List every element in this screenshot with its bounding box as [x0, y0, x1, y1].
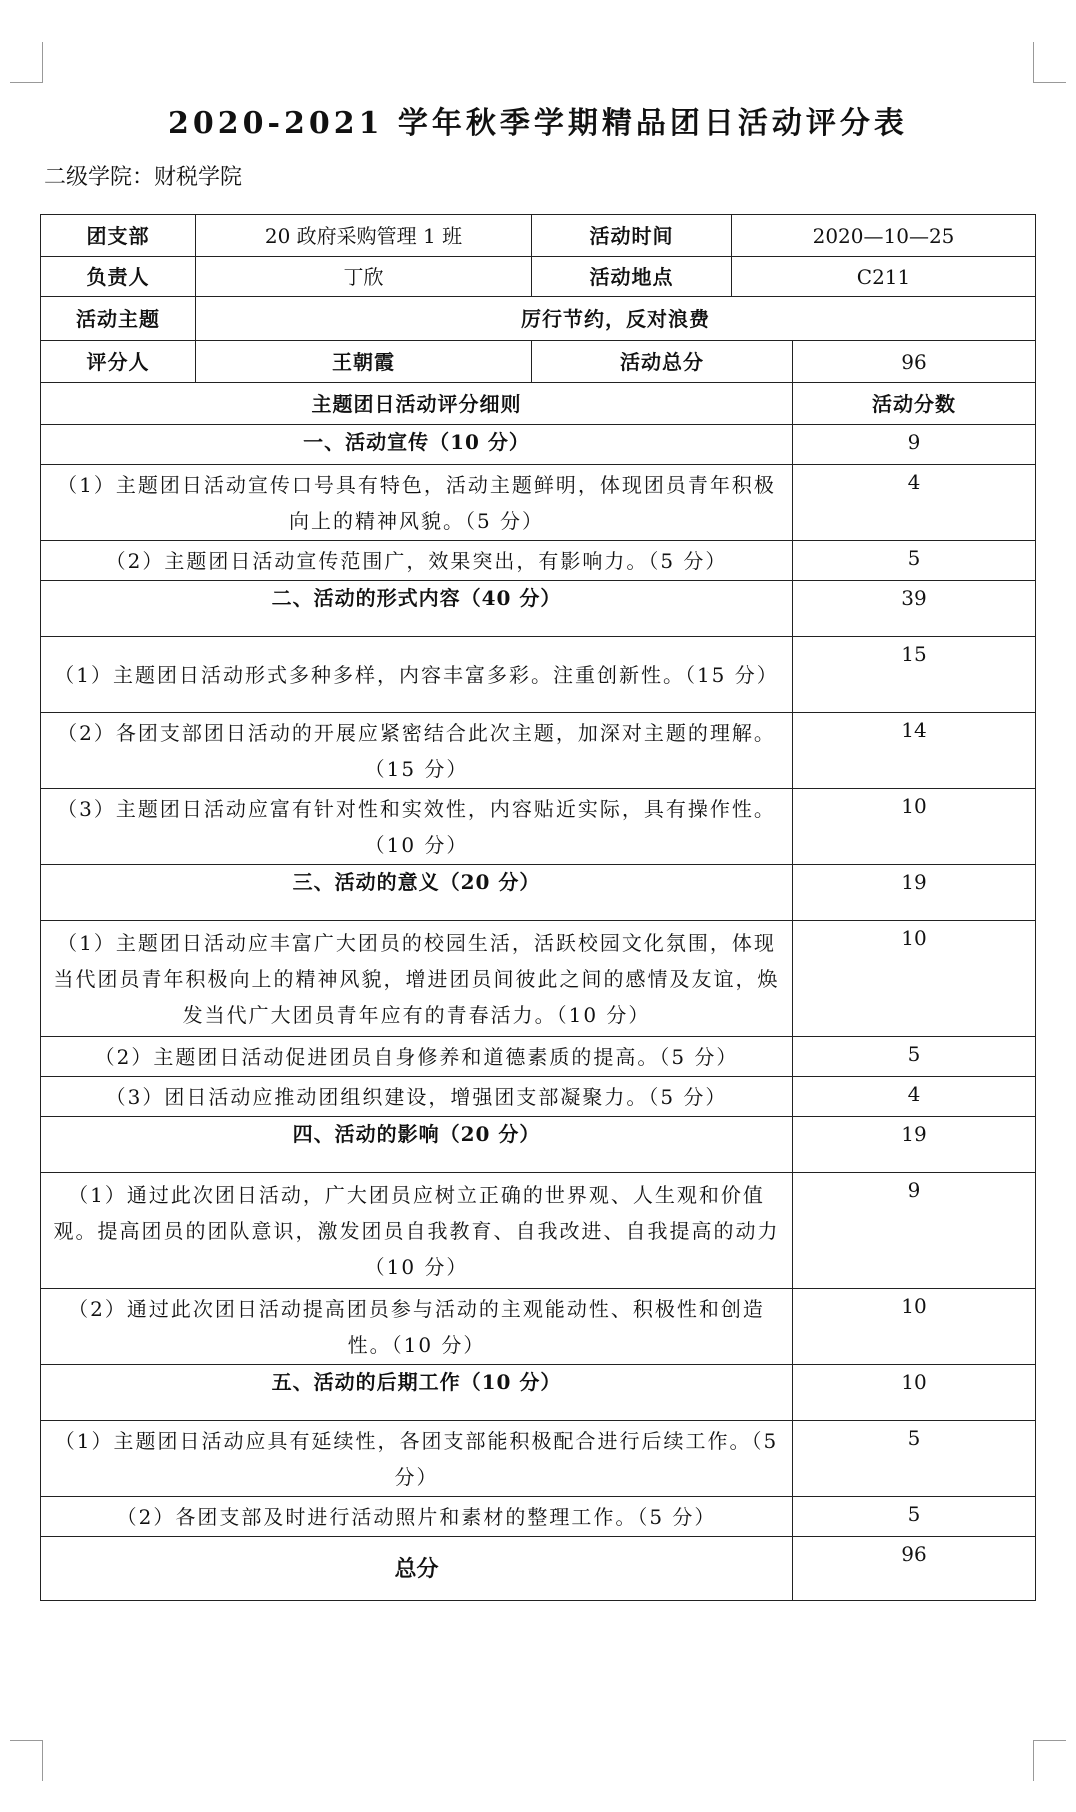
criterion-score: 5	[793, 1497, 1036, 1537]
section-score: 39	[793, 581, 1036, 637]
branch-label: 团支部	[41, 215, 196, 257]
branch-value: 20 政府采购管理 1 班	[196, 215, 532, 257]
section-title: 一、活动宣传（10 分）	[41, 425, 793, 465]
criterion-text: （2）通过此次团日活动提高团员参与活动的主观能动性、积极性和创造性。（10 分）	[41, 1289, 793, 1365]
criterion-text: （2）主题团日活动促进团员自身修养和道德素质的提高。（5 分）	[41, 1037, 793, 1077]
theme-label: 活动主题	[41, 297, 196, 341]
college-label: 二级学院：财税学院	[44, 165, 243, 190]
criterion-score: 5	[793, 1421, 1036, 1497]
detail-header-row	[41, 383, 1036, 425]
criterion-text: （2）各团支部及时进行活动照片和素材的整理工作。（5 分）	[41, 1497, 793, 1537]
criterion-row	[41, 637, 1036, 713]
criterion-row	[41, 1421, 1036, 1497]
section-title: 三、活动的意义（20 分）	[41, 865, 793, 921]
criterion-text: （3）团日活动应推动团组织建设，增强团支部凝聚力。（5 分）	[41, 1077, 793, 1117]
criterion-row	[41, 921, 1036, 1037]
total-value: 96	[793, 341, 1036, 383]
grand-total-row	[41, 1537, 1036, 1601]
criterion-score: 10	[793, 921, 1036, 1037]
crop-mark-bottom-right	[1033, 1740, 1066, 1781]
criterion-score: 4	[793, 465, 1036, 541]
criterion-row	[41, 1497, 1036, 1537]
crop-mark-top-left	[10, 42, 43, 83]
criterion-row	[41, 1173, 1036, 1289]
criterion-text: （1）通过此次团日活动，广大团员应树立正确的世界观、人生观和价值观。提高团员的团队意识，激发团员自我教育、自我改进、自我提高的动力（10 分）	[41, 1173, 793, 1289]
section-score: 10	[793, 1365, 1036, 1421]
page-title: 2020-2021 学年秋季学期精品团日活动评分表	[168, 106, 908, 141]
leader-label: 负责人	[41, 257, 196, 297]
section-row	[41, 425, 1036, 465]
criterion-text: （2）各团支部团日活动的开展应紧密结合此次主题，加深对主题的理解。（15 分）	[41, 713, 793, 789]
criterion-text: （1）主题团日活动应具有延续性，各团支部能积极配合进行后续工作。（5 分）	[41, 1421, 793, 1497]
criterion-score: 5	[793, 1037, 1036, 1077]
criterion-text: （1）主题团日活动应丰富广大团员的校园生活，活跃校园文化氛围，体现当代团员青年积极向上的精神风貌，增进团员间彼此之间的感情及友谊，焕发当代广大团员青年应有的青春活力。（10 分）	[41, 921, 793, 1037]
section-score: 19	[793, 1117, 1036, 1173]
grand-total-value: 96	[793, 1537, 1036, 1601]
criterion-row	[41, 1077, 1036, 1117]
criteria-header: 主题团日活动评分细则	[41, 383, 793, 425]
info-row-theme	[41, 297, 1036, 341]
section-score: 9	[793, 425, 1036, 465]
theme-value: 厉行节约，反对浪费	[196, 297, 1036, 341]
info-row-branch	[41, 215, 1036, 257]
criterion-text: （3）主题团日活动应富有针对性和实效性，内容贴近实际，具有操作性。（10 分）	[41, 789, 793, 865]
crop-mark-top-right	[1033, 42, 1066, 83]
criterion-row	[41, 1289, 1036, 1365]
place-value: C211	[732, 257, 1036, 297]
section-score: 19	[793, 865, 1036, 921]
grand-total-label: 总分	[41, 1537, 793, 1601]
criterion-row	[41, 789, 1036, 865]
section-title: 五、活动的后期工作（10 分）	[41, 1365, 793, 1421]
total-label: 活动总分	[532, 341, 793, 383]
section-row	[41, 1365, 1036, 1421]
criterion-text: （2）主题团日活动宣传范围广，效果突出，有影响力。（5 分）	[41, 541, 793, 581]
time-label: 活动时间	[532, 215, 732, 257]
criterion-score: 10	[793, 1289, 1036, 1365]
place-label: 活动地点	[532, 257, 732, 297]
criterion-score: 4	[793, 1077, 1036, 1117]
section-row	[41, 1117, 1036, 1173]
criterion-row	[41, 465, 1036, 541]
time-value: 2020—10—25	[732, 215, 1036, 257]
info-row-scorer	[41, 341, 1036, 383]
criterion-text: （1）主题团日活动形式多种多样，内容丰富多彩。注重创新性。（15 分）	[41, 637, 793, 713]
leader-value: 丁欣	[196, 257, 532, 297]
scorer-label: 评分人	[41, 341, 196, 383]
score-header: 活动分数	[793, 383, 1036, 425]
criterion-score: 14	[793, 713, 1036, 789]
section-title: 二、活动的形式内容（40 分）	[41, 581, 793, 637]
section-row	[41, 865, 1036, 921]
crop-mark-bottom-left	[10, 1740, 43, 1781]
criterion-row	[41, 541, 1036, 581]
criterion-row	[41, 713, 1036, 789]
section-row	[41, 581, 1036, 637]
criterion-text: （1）主题团日活动宣传口号具有特色，活动主题鲜明，体现团员青年积极向上的精神风貌。（5 分）	[41, 465, 793, 541]
criterion-score: 15	[793, 637, 1036, 713]
criterion-row	[41, 1037, 1036, 1077]
info-row-leader	[41, 257, 1036, 297]
section-title: 四、活动的影响（20 分）	[41, 1117, 793, 1173]
criterion-score: 10	[793, 789, 1036, 865]
score-table	[40, 214, 1036, 1601]
criterion-score: 9	[793, 1173, 1036, 1289]
scorer-value: 王朝霞	[196, 341, 532, 383]
criterion-score: 5	[793, 541, 1036, 581]
